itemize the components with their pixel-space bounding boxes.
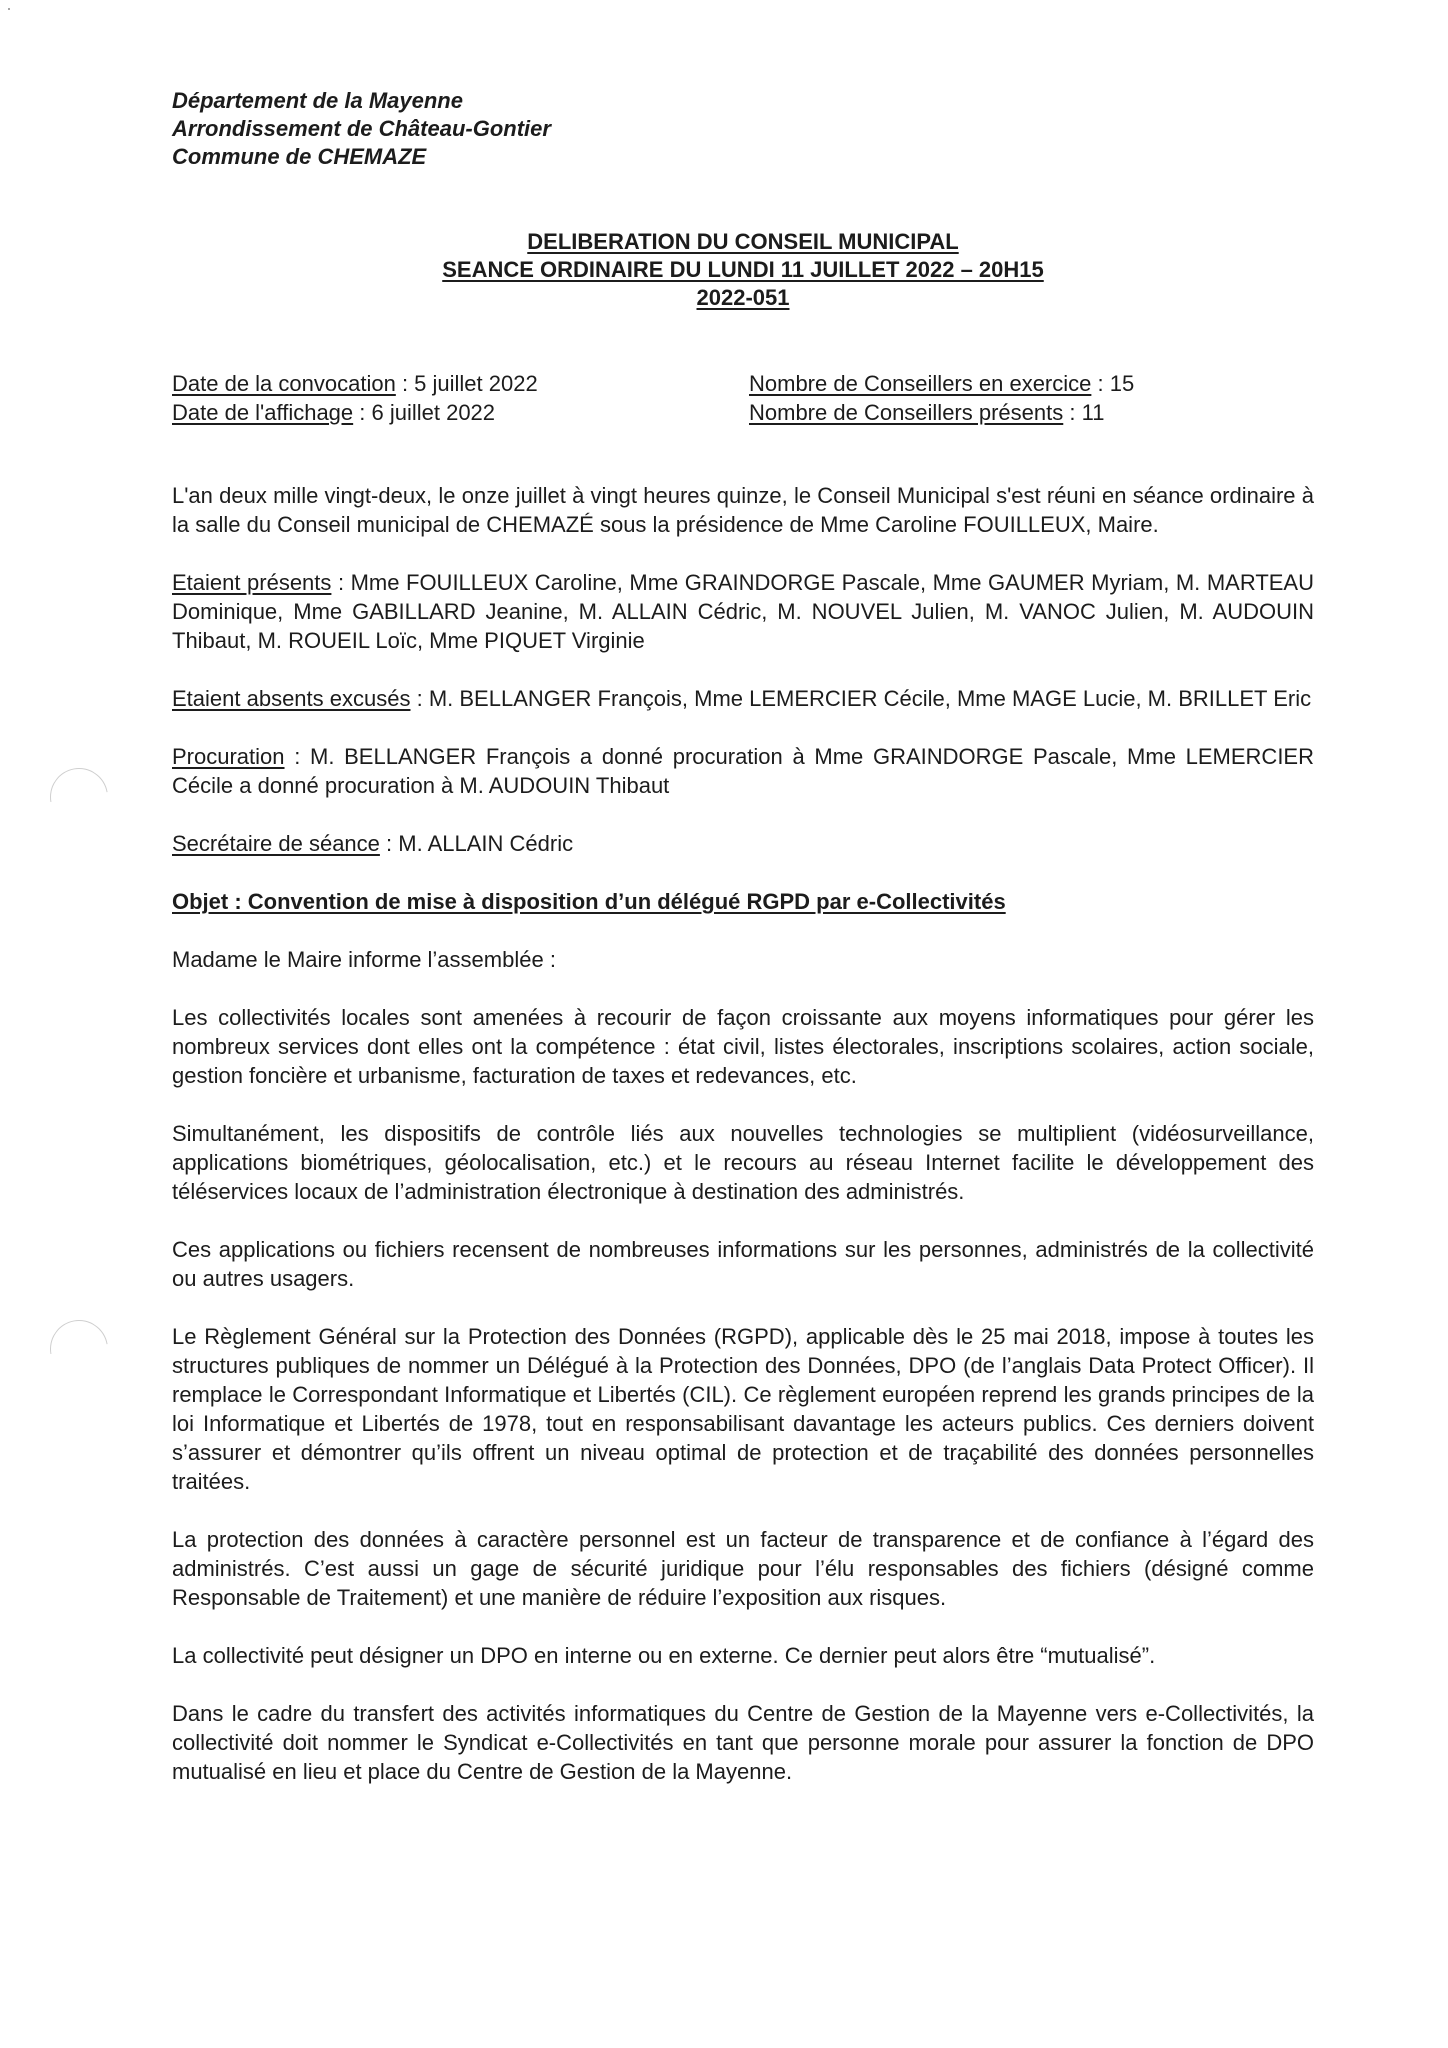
presents-label: Etaient présents bbox=[172, 570, 332, 595]
body-paragraph: Dans le cadre du transfert des activités informatiques du Centre de Gestion de la Mayenne vers e-Collectivités, la collectivité doit nommer le Syndicat e-Collectivités en tant que personne morale pour assurer la fonction de DPO mutualisé en lieu et place du Centre de Gestion de la Mayenne. bbox=[172, 1701, 1314, 1784]
intro-paragraph: L'an deux mille vingt-deux, le onze juillet à vingt heures quinze, le Conseil Municipal s'est réuni en séance ordinaire à la salle du Conseil municipal de CHEMAZÉ sous la présidence de Mme Caroline FOUILLEUX, Maire. bbox=[172, 483, 1314, 537]
secretaire-text: : M. ALLAIN Cédric bbox=[379, 831, 574, 856]
body-paragraph: Ces applications ou fichiers recensent de nombreuses informations sur les personnes, administrés de la collectivité ou autres usagers. bbox=[172, 1237, 1314, 1291]
body-paragraph: Le Règlement Général sur la Protection des Données (RGPD), applicable dès le 25 mai 2018, impose à toutes les structures publiques de nommer un Délégué à la Protection des Données, DPO (de l’anglais Data Protect Officer). Il remplace le Correspondant Informatique et Libertés (CIL). Ce règlement européen reprend les grands principes de la loi Informatique et Libertés de 1978, tout en responsabilisant davantage les acteurs publics. Ces derniers doivent s’assurer et démontrer qu’ils offrent un niveau optimal de protection et de traçabilité des données personnelles traitées. bbox=[172, 1324, 1314, 1494]
affichage-label: Date de l'affichage bbox=[172, 400, 354, 425]
presents-list: : Mme FOUILLEUX Caroline, Mme GRAINDORGE Pascale, Mme GAUMER Myriam, M. MARTEAU Dominique, Mme GABILLARD Jeanine, M. ALLAIN Cédric, M. NOUVEL Julien, M. VANOC Julien, M. AUDOUIN Thibaut, M. ROUEIL Loïc, Mme PIQUET Virginie bbox=[172, 570, 1314, 653]
title-deliberation: DELIBERATION DU CONSEIL MUNICIPAL bbox=[527, 229, 959, 254]
exercice-label: Nombre de Conseillers en exercice bbox=[749, 371, 1092, 396]
punch-hole-mark bbox=[39, 1309, 120, 1390]
punch-hole-mark bbox=[39, 757, 120, 838]
absents-paragraph bbox=[172, 684, 1314, 713]
presents-paragraph bbox=[172, 568, 1314, 655]
secretaire-label: Secrétaire de séance bbox=[172, 831, 380, 856]
absents-list: : M. BELLANGER François, Mme LEMERCIER Cécile, Mme MAGE Lucie, M. BRILLET Eric bbox=[410, 686, 1312, 711]
body-paragraph: La protection des données à caractère personnel est un facteur de transparence et de confiance à l’égard des administrés. C’est aussi un gage de sécurité juridique pour l’élu responsables des fichiers (désigné comme Responsable de Traitement) et une manière de réduire l’exposition aux risques. bbox=[172, 1527, 1314, 1610]
presents-count-value: : 11 bbox=[1063, 400, 1105, 425]
affichage-value: : 6 juillet 2022 bbox=[353, 400, 496, 425]
body-paragraph: Les collectivités locales sont amenées à recourir de façon croissante aux moyens informatiques pour gérer les nombreux services dont elles ont la compétence : état civil, listes électorales, inscriptions scolaires, action sociale, gestion foncière et urbanisme, facturation de taxes et redevances, etc. bbox=[172, 1005, 1314, 1088]
presents-count-label: Nombre de Conseillers présents bbox=[749, 400, 1064, 425]
body-paragraph: La collectivité peut désigner un DPO en interne ou en externe. Ce dernier peut alors être “mutualisé”. bbox=[172, 1643, 1156, 1668]
header-arrondissement: Arrondissement de Château-Gontier bbox=[172, 116, 551, 141]
absents-label: Etaient absents excusés bbox=[172, 686, 411, 711]
body-paragraph: Madame le Maire informe l’assemblée : bbox=[172, 947, 556, 972]
title-number: 2022-051 bbox=[696, 285, 790, 310]
header-departement: Département de la Mayenne bbox=[172, 88, 463, 113]
header-commune: Commune de CHEMAZE bbox=[172, 144, 427, 169]
objet-heading: Objet : Convention de mise à disposition d’un délégué RGPD par e-Collectivités bbox=[172, 889, 1006, 914]
conseillers-exercice bbox=[749, 369, 1134, 398]
procuration-text: : M. BELLANGER François a donné procuration à Mme GRAINDORGE Pascale, Mme LEMERCIER Cécile a donné procuration à M. AUDOUIN Thibaut bbox=[172, 744, 1314, 798]
procuration-paragraph bbox=[172, 742, 1314, 800]
secretaire-paragraph bbox=[172, 829, 1314, 858]
scan-speck bbox=[8, 8, 10, 10]
meeting-meta bbox=[172, 369, 1322, 427]
procuration-label: Procuration bbox=[172, 744, 285, 769]
document-header bbox=[172, 87, 551, 171]
document-titles bbox=[172, 228, 1314, 312]
body-paragraph: Simultanément, les dispositifs de contrôle liés aux nouvelles technologies se multiplient (vidéosurveillance, applications biométriques, géolocalisation, etc.) et le recours au réseau Internet facilite le développement des téléservices locaux de l’administration électronique à destination des administrés. bbox=[172, 1121, 1314, 1204]
conseillers-presents bbox=[749, 398, 1104, 427]
title-seance: SEANCE ORDINAIRE DU LUNDI 11 JUILLET 2022 – 20H15 bbox=[442, 257, 1044, 282]
document-body bbox=[172, 481, 1314, 1815]
exercice-value: : 15 bbox=[1091, 371, 1135, 396]
meta-row-1 bbox=[172, 369, 1322, 398]
convocation-value: : 5 juillet 2022 bbox=[395, 371, 538, 396]
affichage-date bbox=[172, 400, 495, 425]
meta-row-2 bbox=[172, 398, 1322, 427]
convocation-date bbox=[172, 371, 538, 396]
convocation-label: Date de la convocation bbox=[172, 371, 396, 396]
